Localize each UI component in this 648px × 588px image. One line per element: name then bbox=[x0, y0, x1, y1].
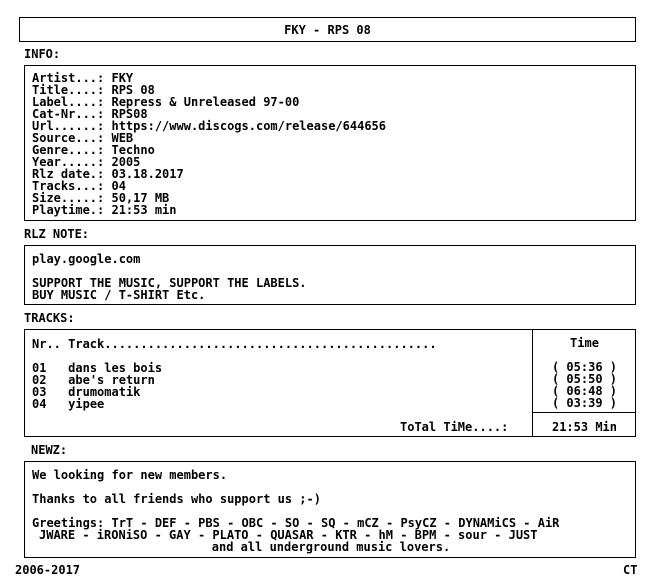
newz-box bbox=[24, 461, 636, 558]
track-name: yipee bbox=[68, 397, 105, 411]
section-label-newz: NEWZ: bbox=[31, 443, 68, 457]
track-nr: 03 bbox=[32, 385, 47, 399]
time-header: Time bbox=[570, 336, 599, 350]
footer-tag: CT bbox=[623, 563, 638, 577]
section-label-info: INFO: bbox=[24, 47, 61, 61]
info-catnr: Cat-Nr...: RPS08 bbox=[32, 107, 148, 121]
track-name: abe's return bbox=[68, 373, 155, 387]
track-time: ( 05:50 ) bbox=[551, 372, 618, 386]
tracks-box bbox=[24, 329, 636, 437]
info-tracks: Tracks...: 04 bbox=[32, 179, 126, 193]
footer-years: 2006-2017 bbox=[15, 563, 81, 577]
info-title: Title....: RPS 08 bbox=[32, 83, 155, 97]
newz-line: We looking for new members. bbox=[32, 468, 228, 482]
info-label: Label....: Repress & Unreleased 97-00 bbox=[32, 95, 300, 109]
track-time: ( 06:48 ) bbox=[551, 384, 618, 398]
track-name: dans les bois bbox=[68, 361, 163, 375]
track-time: ( 03:39 ) bbox=[551, 396, 618, 410]
time-column bbox=[533, 337, 636, 409]
track-nr: 04 bbox=[32, 397, 47, 411]
total-time-value: 21:53 Min bbox=[551, 420, 618, 434]
track-time: ( 05:36 ) bbox=[551, 360, 618, 374]
info-source: Source...: WEB bbox=[32, 131, 134, 145]
total-divider bbox=[532, 412, 636, 413]
rlz-note-box bbox=[24, 245, 636, 305]
info-rlz-date: Rlz date.: 03.18.2017 bbox=[32, 167, 184, 181]
greetings-line: Greetings: TrT - DEF - PBS - OBC - SO - SQ - mCZ - PsyCZ - DYNAMiCS - AiR bbox=[32, 516, 560, 530]
page-title: FKY - RPS 08 bbox=[284, 23, 371, 37]
greetings-line: JWARE - iRONiSO - GAY - PLATO - QUASAR - KTR - hM - BPM - sour - JUST bbox=[39, 528, 538, 542]
info-box bbox=[24, 65, 636, 221]
track-list bbox=[32, 338, 437, 410]
title-box bbox=[19, 17, 636, 42]
newz-line: Thanks to all friends who support us ;-) bbox=[32, 492, 321, 506]
info-year: Year.....: 2005 bbox=[32, 155, 141, 169]
greetings-line: and all underground music lovers. bbox=[211, 540, 451, 554]
info-playtime: Playtime.: 21:53 min bbox=[32, 203, 177, 217]
track-header: Nr.. Track.............................................. bbox=[32, 337, 437, 351]
table-row bbox=[32, 398, 437, 410]
rlz-note-line: play.google.com bbox=[32, 252, 141, 266]
info-size: Size.....: 50,17 MB bbox=[32, 191, 170, 205]
track-name: drumomatik bbox=[68, 385, 141, 399]
info-genre: Genre....: Techno bbox=[32, 143, 155, 157]
track-nr: 02 bbox=[32, 373, 47, 387]
rlz-note-line: BUY MUSIC / T-SHIRT Etc. bbox=[32, 288, 206, 302]
track-nr: 01 bbox=[32, 361, 47, 375]
total-time-label: ToTal TiMe....: bbox=[400, 420, 509, 434]
section-label-rlz-note: RLZ NOTE: bbox=[24, 227, 90, 241]
info-url: Url......: https://www.discogs.com/release/644656 bbox=[32, 119, 387, 133]
info-artist: Artist...: FKY bbox=[32, 71, 134, 85]
section-label-tracks: TRACKS: bbox=[24, 311, 75, 325]
rlz-note-line: SUPPORT THE MUSIC, SUPPORT THE LABELS. bbox=[32, 276, 307, 290]
